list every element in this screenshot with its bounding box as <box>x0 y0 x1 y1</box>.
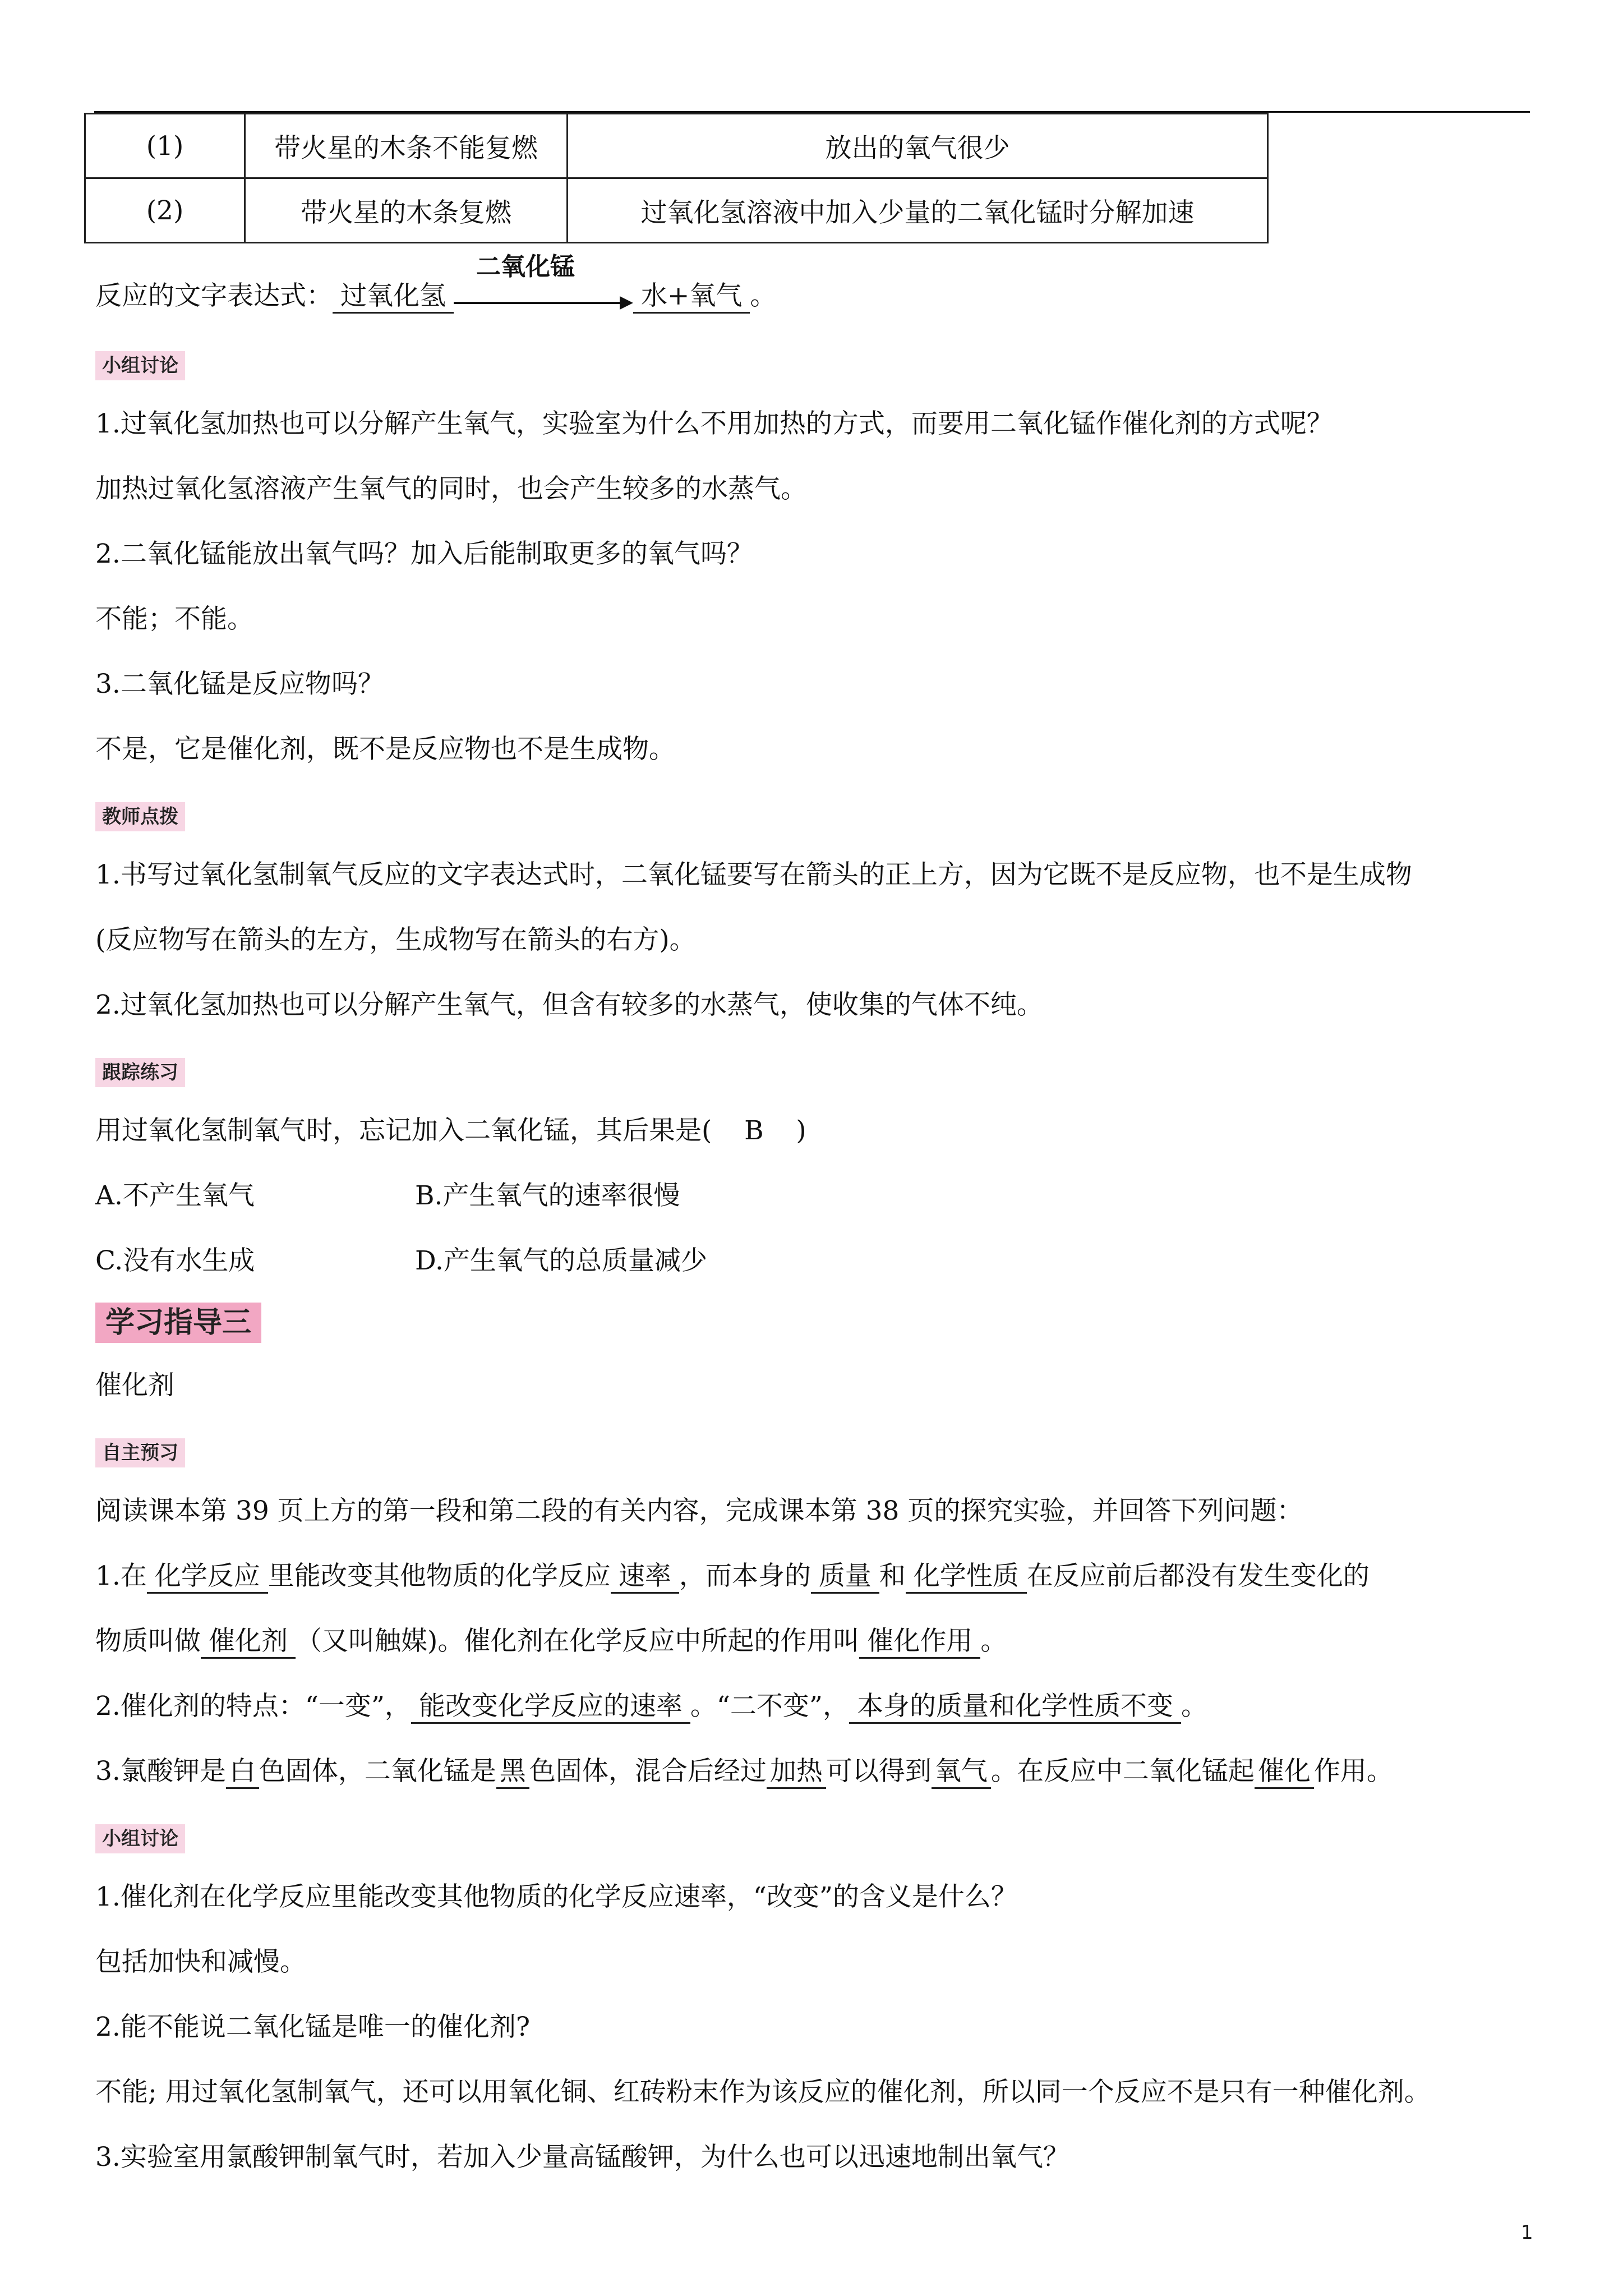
preview-line-3 <box>95 1690 1207 1724</box>
phenomenon-cell: 带火星的木条不能复燃 <box>245 114 568 178</box>
answer-blank: 速率 <box>611 1561 679 1594</box>
catalyst-label: 二氧化锰 <box>476 252 575 281</box>
answer-blank: 催化作用 <box>859 1626 980 1659</box>
discussion-a2: 不能；不能。 <box>95 604 253 634</box>
arrow-line <box>454 302 622 304</box>
text: 。在反应中二氧化锰起 <box>990 1756 1255 1787</box>
tag-self-preview: 自主预习 <box>95 1438 185 1467</box>
practice-answer: B <box>744 1115 764 1146</box>
answer-blank: 质量 <box>811 1561 879 1594</box>
discussion2-a1: 包括加快和减慢。 <box>95 1947 306 1977</box>
text: 作用。 <box>1313 1756 1393 1787</box>
discussion2-q2: 2.能不能说二氧化锰是唯一的催化剂? <box>95 2012 531 2042</box>
equation-end: 。 <box>750 280 777 311</box>
option-b: B.产生氧气的速率很慢 <box>415 1180 680 1211</box>
text: 和 <box>879 1561 906 1591</box>
discussion2-q3: 3.实验室用氯酸钾制氧气时，若加入少量高锰酸钾，为什么也可以迅速地制出氧气？ <box>95 2142 1069 2173</box>
answer-blank: 催化 <box>1255 1756 1314 1789</box>
answer-blank: 黑 <box>496 1756 529 1789</box>
practice-close: ) <box>796 1115 806 1146</box>
discussion-q2: 2.二氧化锰能放出氧气吗？加入后能制取更多的氧气吗？ <box>95 539 753 569</box>
answer-blank: 加热 <box>767 1756 826 1789</box>
text: 里能改变其他物质的化学反应 <box>268 1561 611 1591</box>
discussion2-q1: 1.催化剂在化学反应里能改变其他物质的化学反应速率，“改变”的含义是什么？ <box>95 1881 1017 1912</box>
text: 1.在 <box>95 1561 147 1591</box>
text: ，而本身的 <box>679 1561 811 1591</box>
text: 物质叫做 <box>95 1626 201 1657</box>
answer-blank: 化学性质 <box>906 1561 1027 1594</box>
text: 3.氯酸钾是 <box>95 1756 226 1787</box>
option-c: C.没有水生成 <box>95 1245 255 1276</box>
text: 。 <box>980 1626 1007 1657</box>
answer-blank: 催化剂 <box>201 1626 296 1659</box>
text: 色固体，混合后经过 <box>529 1756 767 1787</box>
answer-blank: 白 <box>226 1756 259 1789</box>
answer-blank: 化学反应 <box>147 1561 268 1594</box>
table-row <box>85 178 1268 243</box>
reaction-arrow <box>454 252 633 313</box>
option-d: D.产生氧气的总质量减少 <box>415 1245 707 1276</box>
preview-line-2 <box>95 1625 1007 1659</box>
preview-line-4 <box>95 1755 1393 1789</box>
table-row <box>85 114 1268 178</box>
row-number: (1) <box>85 114 245 178</box>
tag-teacher-tips: 教师点拨 <box>95 802 185 831</box>
discussion-q3: 3.二氧化锰是反应物吗？ <box>95 669 384 700</box>
arrow-head-icon <box>620 296 633 310</box>
result-table <box>84 113 1269 243</box>
phenomenon-cell: 带火星的木条复燃 <box>245 178 568 243</box>
tag-group-discussion: 小组讨论 <box>95 351 185 380</box>
text: 在反应前后都没有发生变化的 <box>1026 1561 1370 1591</box>
teacher-tip-1b: (反应物写在箭头的左方，生成物写在箭头的右方)。 <box>95 924 696 955</box>
equation-prefix: 反应的文字表达式： <box>95 280 333 311</box>
tag-practice: 跟踪练习 <box>95 1058 185 1087</box>
explanation-cell: 过氧化氢溶液中加入少量的二氧化锰时分解加速 <box>568 178 1268 243</box>
text: 可以得到 <box>826 1756 932 1787</box>
practice-question <box>95 1114 806 1148</box>
answer-blank: 本身的质量和化学性质不变 <box>849 1691 1181 1724</box>
text: 。 <box>1181 1691 1207 1722</box>
guide3-topic: 催化剂 <box>95 1370 174 1401</box>
discussion-a3: 不是，它是催化剂，既不是反应物也不是生成物。 <box>95 734 675 765</box>
page-number: 1 <box>1521 2221 1533 2244</box>
discussion-a1: 加热过氧化氢溶液产生氧气的同时，也会产生较多的水蒸气。 <box>95 473 807 504</box>
section-heading-guide3: 学习指导三 <box>95 1303 261 1343</box>
equation-reactant: 过氧化氢 <box>333 280 454 314</box>
preview-line-1 <box>95 1559 1370 1594</box>
option-a: A.不产生氧气 <box>95 1180 255 1211</box>
teacher-tip-2: 2.过氧化氢加热也可以分解产生氧气，但含有较多的水蒸气，使收集的气体不纯。 <box>95 990 1043 1020</box>
tag-group-discussion-2: 小组讨论 <box>95 1824 185 1853</box>
word-equation <box>95 252 777 314</box>
discussion-q1: 1.过氧化氢加热也可以分解产生氧气，实验室为什么不用加热的方式，而要用二氧化锰作催化剂的方式呢？ <box>95 408 1333 439</box>
answer-blank: 氧气 <box>932 1756 991 1789</box>
text: 色固体，二氧化锰是 <box>259 1756 496 1787</box>
explanation-cell: 放出的氧气很少 <box>568 114 1268 178</box>
equation-products: 水+氧气 <box>633 280 750 314</box>
preview-intro: 阅读课本第 39 页上方的第一段和第二段的有关内容，完成课本第 38 页的探究实验，并回答下列问题： <box>95 1496 1303 1526</box>
text: 。“二不变”， <box>690 1691 849 1722</box>
teacher-tip-1a: 1.书写过氧化氢制氧气反应的文字表达式时，二氧化锰要写在箭头的正上方，因为它既不是反应物，也不是生成物 <box>95 859 1412 890</box>
practice-question-text: 用过氧化氢制氧气时，忘记加入二氧化锰，其后果是( <box>95 1115 712 1146</box>
text: 2.催化剂的特点：“一变”， <box>95 1691 411 1722</box>
discussion2-a2: 不能; 用过氧化氢制氧气，还可以用氧化铜、红砖粉末作为该反应的催化剂，所以同一个反应不是只有一种催化剂。 <box>95 2077 1431 2108</box>
answer-blank: 能改变化学反应的速率 <box>411 1691 690 1724</box>
text: （又叫触媒)。催化剂在化学反应中所起的作用叫 <box>296 1626 860 1657</box>
row-number: (2) <box>85 178 245 243</box>
